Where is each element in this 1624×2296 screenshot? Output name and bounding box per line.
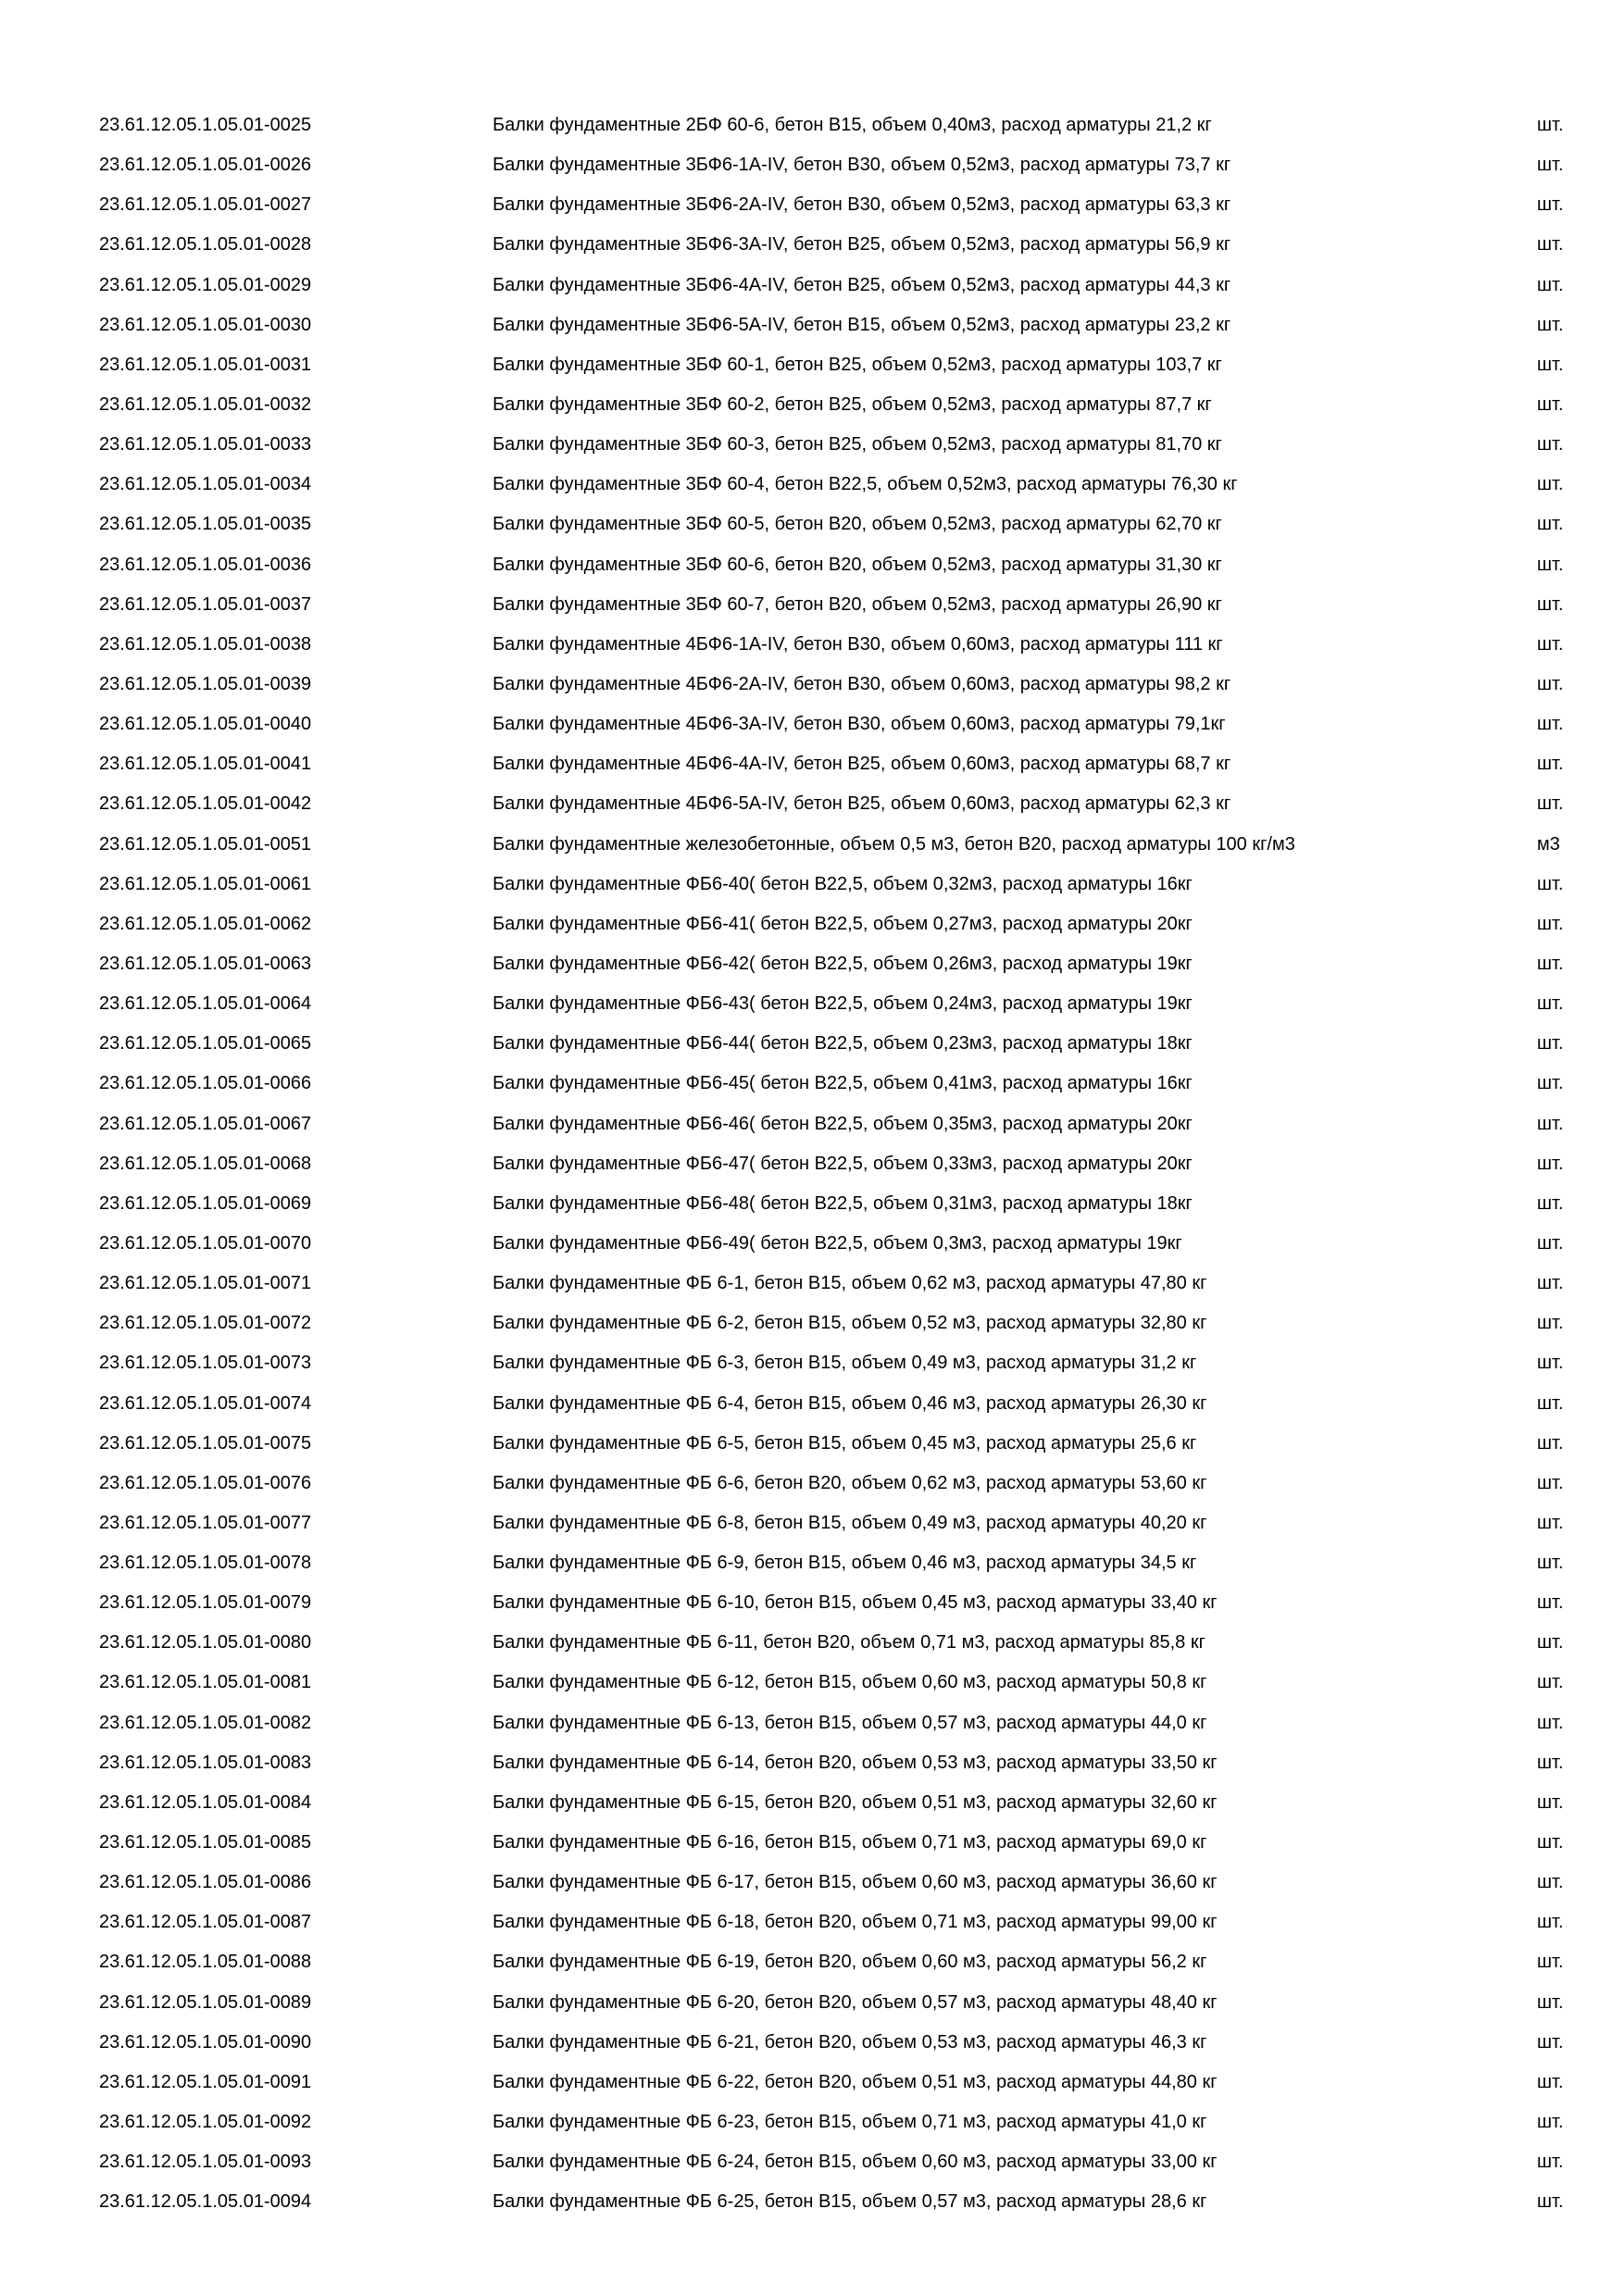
- table-row: [99, 1464, 1576, 1504]
- item-unit: шт.: [1537, 1153, 1564, 1174]
- item-code: 23.61.12.05.1.05.01-0029: [99, 274, 312, 295]
- item-unit: шт.: [1537, 1632, 1564, 1653]
- item-name: Балки фундаментные 2БФ 60-6, бетон В15, объем 0,40м3, расход арматуры 21,2 кг: [493, 115, 1212, 135]
- table-row: [99, 1983, 1576, 2023]
- table-row: [99, 1304, 1576, 1343]
- item-name: Балки фундаментные ФБ 6-13, бетон В15, объем 0,57 м3, расход арматуры 44,0 кг: [493, 1712, 1207, 1733]
- item-code: 23.61.12.05.1.05.01-0063: [99, 953, 312, 974]
- item-code: 23.61.12.05.1.05.01-0037: [99, 593, 312, 615]
- table-row: [99, 625, 1576, 665]
- item-name: Балки фундаментные ФБ 6-9, бетон В15, объем 0,46 м3, расход арматуры 34,5 кг: [493, 1553, 1197, 1574]
- table-row: [99, 1064, 1576, 1104]
- table-row: [99, 585, 1576, 625]
- item-unit: шт.: [1537, 1353, 1564, 1374]
- item-code: 23.61.12.05.1.05.01-0070: [99, 1232, 312, 1254]
- item-unit: шт.: [1537, 554, 1564, 575]
- item-name: Балки фундаментные ФБ 6-5, бетон В15, объем 0,45 м3, расход арматуры 25,6 кг: [493, 1432, 1197, 1454]
- item-unit: шт.: [1537, 1553, 1564, 1574]
- item-unit: шт.: [1537, 793, 1564, 815]
- item-unit: м3: [1537, 833, 1560, 855]
- item-code: 23.61.12.05.1.05.01-0078: [99, 1553, 312, 1574]
- item-unit: шт.: [1537, 194, 1564, 216]
- item-name: Балки фундаментные 3БФ 60-6, бетон В20, объем 0,52м3, расход арматуры 31,30 кг: [493, 554, 1222, 575]
- item-name: Балки фундаментные ФБ 6-21, бетон В20, объем 0,53 м3, расход арматуры 46,3 кг: [493, 2031, 1207, 2053]
- table-row: [99, 1823, 1576, 1863]
- item-name: Балки фундаментные ФБ 6-16, бетон В15, объем 0,71 м3, расход арматуры 69,0 кг: [493, 1832, 1207, 1853]
- item-code: 23.61.12.05.1.05.01-0042: [99, 793, 312, 815]
- item-code: 23.61.12.05.1.05.01-0086: [99, 1872, 312, 1893]
- item-name: Балки фундаментные 3БФ 60-2, бетон В25, объем 0,52м3, расход арматуры 87,7 кг: [493, 393, 1212, 415]
- item-code: 23.61.12.05.1.05.01-0032: [99, 393, 312, 415]
- item-code: 23.61.12.05.1.05.01-0075: [99, 1432, 312, 1454]
- table-row: [99, 665, 1576, 705]
- table-row: [99, 1783, 1576, 1823]
- item-name: Балки фундаментные ФБ6-43( бетон В22,5, объем 0,24м3, расход арматуры 19кг: [493, 993, 1193, 1015]
- item-unit: шт.: [1537, 1472, 1564, 1493]
- item-unit: шт.: [1537, 993, 1564, 1015]
- item-unit: шт.: [1537, 2071, 1564, 2092]
- item-unit: шт.: [1537, 1991, 1564, 2013]
- item-name: Балки фундаментные ФБ 6-22, бетон В20, объем 0,51 м3, расход арматуры 44,80 кг: [493, 2071, 1218, 2092]
- item-name: Балки фундаментные ФБ6-40( бетон В22,5, объем 0,32м3, расход арматуры 16кг: [493, 873, 1193, 894]
- table-row: [99, 106, 1576, 145]
- table-row: [99, 1623, 1576, 1663]
- item-unit: шт.: [1537, 155, 1564, 176]
- item-unit: шт.: [1537, 714, 1564, 735]
- item-code: 23.61.12.05.1.05.01-0064: [99, 993, 312, 1015]
- item-code: 23.61.12.05.1.05.01-0083: [99, 1752, 312, 1773]
- table-row: [99, 2103, 1576, 2142]
- item-name: Балки фундаментные 4БФ6-5А-IV, бетон В25, объем 0,60м3, расход арматуры 62,3 кг: [493, 793, 1231, 815]
- item-unit: шт.: [1537, 274, 1564, 295]
- item-unit: шт.: [1537, 234, 1564, 256]
- table-row: [99, 905, 1576, 944]
- table-row: [99, 1583, 1576, 1623]
- table-row: [99, 1663, 1576, 1703]
- price-table: [99, 106, 1576, 2222]
- item-name: Балки фундаментные ФБ6-45( бетон В22,5, объем 0,41м3, расход арматуры 16кг: [493, 1073, 1193, 1094]
- item-name: Балки фундаментные ФБ 6-15, бетон В20, объем 0,51 м3, расход арматуры 32,60 кг: [493, 1791, 1218, 1813]
- table-row: [99, 2063, 1576, 2103]
- table-row: [99, 1104, 1576, 1144]
- item-unit: шт.: [1537, 1273, 1564, 1294]
- item-code: 23.61.12.05.1.05.01-0051: [99, 833, 312, 855]
- item-name: Балки фундаментные 3БФ 60-7, бетон В20, объем 0,52м3, расход арматуры 26,90 кг: [493, 593, 1222, 615]
- item-code: 23.61.12.05.1.05.01-0068: [99, 1153, 312, 1174]
- item-unit: шт.: [1537, 1872, 1564, 1893]
- item-unit: шт.: [1537, 514, 1564, 535]
- table-row: [99, 1504, 1576, 1543]
- item-unit: шт.: [1537, 434, 1564, 455]
- item-code: 23.61.12.05.1.05.01-0085: [99, 1832, 312, 1853]
- item-unit: шт.: [1537, 2031, 1564, 2053]
- item-name: Балки фундаментные 4БФ6-2А-IV, бетон В30, объем 0,60м3, расход арматуры 98,2 кг: [493, 673, 1231, 694]
- item-name: Балки фундаментные ФБ 6-17, бетон В15, объем 0,60 м3, расход арматуры 36,60 кг: [493, 1872, 1218, 1893]
- item-name: Балки фундаментные ФБ 6-20, бетон В20, объем 0,57 м3, расход арматуры 48,40 кг: [493, 1991, 1218, 2013]
- item-name: Балки фундаментные ФБ 6-6, бетон В20, объем 0,62 м3, расход арматуры 53,60 кг: [493, 1472, 1207, 1493]
- table-row: [99, 185, 1576, 225]
- item-name: Балки фундаментные ФБ 6-18, бетон В20, объем 0,71 м3, расход арматуры 99,00 кг: [493, 1912, 1218, 1933]
- table-row: [99, 465, 1576, 505]
- table-row: [99, 2023, 1576, 2063]
- item-name: Балки фундаментные ФБ 6-24, бетон В15, объем 0,60 м3, расход арматуры 33,00 кг: [493, 2152, 1218, 2173]
- table-row: [99, 1343, 1576, 1383]
- table-row: [99, 1184, 1576, 1224]
- item-unit: шт.: [1537, 953, 1564, 974]
- item-name: Балки фундаментные ФБ6-49( бетон В22,5, объем 0,3м3, расход арматуры 19кг: [493, 1232, 1182, 1254]
- item-name: Балки фундаментные ФБ 6-12, бетон В15, объем 0,60 м3, расход арматуры 50,8 кг: [493, 1672, 1207, 1693]
- table-row: [99, 1942, 1576, 1982]
- item-unit: шт.: [1537, 314, 1564, 335]
- item-code: 23.61.12.05.1.05.01-0039: [99, 673, 312, 694]
- item-code: 23.61.12.05.1.05.01-0067: [99, 1113, 312, 1134]
- item-name: Балки фундаментные 3БФ 60-4, бетон В22,5, объем 0,52м3, расход арматуры 76,30 кг: [493, 474, 1238, 495]
- table-row: [99, 744, 1576, 784]
- item-code: 23.61.12.05.1.05.01-0034: [99, 474, 312, 495]
- item-unit: шт.: [1537, 1313, 1564, 1334]
- table-row: [99, 1424, 1576, 1464]
- item-name: Балки фундаментные ФБ 6-11, бетон В20, объем 0,71 м3, расход арматуры 85,8 кг: [493, 1632, 1206, 1653]
- item-unit: шт.: [1537, 673, 1564, 694]
- item-code: 23.61.12.05.1.05.01-0040: [99, 714, 312, 735]
- item-code: 23.61.12.05.1.05.01-0072: [99, 1313, 312, 1334]
- item-unit: шт.: [1537, 1832, 1564, 1853]
- item-name: Балки фундаментные ФБ 6-3, бетон В15, объем 0,49 м3, расход арматуры 31,2 кг: [493, 1353, 1197, 1374]
- item-unit: шт.: [1537, 393, 1564, 415]
- item-unit: шт.: [1537, 2152, 1564, 2173]
- item-unit: шт.: [1537, 1432, 1564, 1454]
- item-code: 23.61.12.05.1.05.01-0079: [99, 1592, 312, 1614]
- item-name: Балки фундаментные ФБ 6-23, бетон В15, объем 0,71 м3, расход арматуры 41,0 кг: [493, 2112, 1207, 2133]
- item-name: Балки фундаментные 4БФ6-3А-IV, бетон В30, объем 0,60м3, расход арматуры 79,1кг: [493, 714, 1226, 735]
- table-row: [99, 1264, 1576, 1304]
- table-row: [99, 1024, 1576, 1064]
- table-row: [99, 984, 1576, 1024]
- item-name: Балки фундаментные ФБ 6-14, бетон В20, объем 0,53 м3, расход арматуры 33,50 кг: [493, 1752, 1218, 1773]
- item-code: 23.61.12.05.1.05.01-0094: [99, 2191, 312, 2213]
- table-row: [99, 1224, 1576, 1264]
- table-row: [99, 944, 1576, 984]
- item-name: Балки фундаментные железобетонные, объем 0,5 м3, бетон В20, расход арматуры 100 кг/м3: [493, 833, 1295, 855]
- item-code: 23.61.12.05.1.05.01-0074: [99, 1392, 312, 1414]
- item-code: 23.61.12.05.1.05.01-0031: [99, 354, 312, 375]
- item-unit: шт.: [1537, 1113, 1564, 1134]
- table-row: [99, 145, 1576, 185]
- table-row: [99, 385, 1576, 425]
- item-unit: шт.: [1537, 1232, 1564, 1254]
- item-unit: шт.: [1537, 115, 1564, 135]
- item-unit: шт.: [1537, 1712, 1564, 1733]
- item-name: Балки фундаментные ФБ 6-19, бетон В20, объем 0,60 м3, расход арматуры 56,2 кг: [493, 1952, 1207, 1973]
- item-name: Балки фундаментные ФБ 6-10, бетон В15, объем 0,45 м3, расход арматуры 33,40 кг: [493, 1592, 1218, 1614]
- item-unit: шт.: [1537, 2191, 1564, 2213]
- item-name: Балки фундаментные 4БФ6-1А-IV, бетон В30, объем 0,60м3, расход арматуры 111 кг: [493, 633, 1223, 655]
- table-row: [99, 2182, 1576, 2222]
- item-code: 23.61.12.05.1.05.01-0082: [99, 1712, 312, 1733]
- item-name: Балки фундаментные ФБ 6-1, бетон В15, объем 0,62 м3, расход арматуры 47,80 кг: [493, 1273, 1207, 1294]
- item-unit: шт.: [1537, 1073, 1564, 1094]
- table-row: [99, 545, 1576, 585]
- item-unit: шт.: [1537, 354, 1564, 375]
- item-unit: шт.: [1537, 1912, 1564, 1933]
- item-unit: шт.: [1537, 2112, 1564, 2133]
- item-code: 23.61.12.05.1.05.01-0090: [99, 2031, 312, 2053]
- item-name: Балки фундаментные 4БФ6-4А-IV, бетон В25, объем 0,60м3, расход арматуры 68,7 кг: [493, 754, 1231, 775]
- item-code: 23.61.12.05.1.05.01-0081: [99, 1672, 312, 1693]
- item-unit: шт.: [1537, 1512, 1564, 1533]
- item-unit: шт.: [1537, 593, 1564, 615]
- item-unit: шт.: [1537, 1592, 1564, 1614]
- item-code: 23.61.12.05.1.05.01-0076: [99, 1472, 312, 1493]
- table-row: [99, 2142, 1576, 2182]
- table-row: [99, 705, 1576, 744]
- table-row: [99, 825, 1576, 865]
- item-name: Балки фундаментные ФБ6-48( бетон В22,5, объем 0,31м3, расход арматуры 18кг: [493, 1192, 1193, 1214]
- table-row: [99, 1903, 1576, 1942]
- table-row: [99, 225, 1576, 265]
- item-code: 23.61.12.05.1.05.01-0033: [99, 434, 312, 455]
- item-code: 23.61.12.05.1.05.01-0069: [99, 1192, 312, 1214]
- item-code: 23.61.12.05.1.05.01-0028: [99, 234, 312, 256]
- table-row: [99, 784, 1576, 824]
- item-name: Балки фундаментные 3БФ6-1А-IV, бетон В30, объем 0,52м3, расход арматуры 73,7 кг: [493, 155, 1231, 176]
- item-code: 23.61.12.05.1.05.01-0041: [99, 754, 312, 775]
- table-row: [99, 1703, 1576, 1743]
- item-code: 23.61.12.05.1.05.01-0091: [99, 2071, 312, 2092]
- item-name: Балки фундаментные 3БФ6-4А-IV, бетон В25, объем 0,52м3, расход арматуры 44,3 кг: [493, 274, 1231, 295]
- item-code: 23.61.12.05.1.05.01-0066: [99, 1073, 312, 1094]
- item-code: 23.61.12.05.1.05.01-0030: [99, 314, 312, 335]
- item-unit: шт.: [1537, 1952, 1564, 1973]
- table-row: [99, 345, 1576, 385]
- item-code: 23.61.12.05.1.05.01-0080: [99, 1632, 312, 1653]
- item-name: Балки фундаментные ФБ6-47( бетон В22,5, объем 0,33м3, расход арматуры 20кг: [493, 1153, 1193, 1174]
- item-name: Балки фундаментные 3БФ6-5А-IV, бетон В15, объем 0,52м3, расход арматуры 23,2 кг: [493, 314, 1231, 335]
- item-unit: шт.: [1537, 474, 1564, 495]
- item-code: 23.61.12.05.1.05.01-0062: [99, 913, 312, 934]
- item-code: 23.61.12.05.1.05.01-0027: [99, 194, 312, 216]
- item-name: Балки фундаментные ФБ 6-4, бетон В15, объем 0,46 м3, расход арматуры 26,30 кг: [493, 1392, 1207, 1414]
- item-code: 23.61.12.05.1.05.01-0087: [99, 1912, 312, 1933]
- item-unit: шт.: [1537, 633, 1564, 655]
- item-unit: шт.: [1537, 1033, 1564, 1054]
- item-name: Балки фундаментные ФБ 6-25, бетон В15, объем 0,57 м3, расход арматуры 28,6 кг: [493, 2191, 1207, 2213]
- item-code: 23.61.12.05.1.05.01-0026: [99, 155, 312, 176]
- item-name: Балки фундаментные ФБ6-46( бетон В22,5, объем 0,35м3, расход арматуры 20кг: [493, 1113, 1193, 1134]
- item-name: Балки фундаментные ФБ6-41( бетон В22,5, объем 0,27м3, расход арматуры 20кг: [493, 913, 1193, 934]
- item-code: 23.61.12.05.1.05.01-0061: [99, 873, 312, 894]
- table-row: [99, 306, 1576, 345]
- item-code: 23.61.12.05.1.05.01-0093: [99, 2152, 312, 2173]
- item-code: 23.61.12.05.1.05.01-0035: [99, 514, 312, 535]
- table-row: [99, 1863, 1576, 1903]
- item-name: Балки фундаментные 3БФ6-2А-IV, бетон В30, объем 0,52м3, расход арматуры 63,3 кг: [493, 194, 1231, 216]
- item-name: Балки фундаментные ФБ6-42( бетон В22,5, объем 0,26м3, расход арматуры 19кг: [493, 953, 1193, 974]
- item-unit: шт.: [1537, 1192, 1564, 1214]
- table-row: [99, 505, 1576, 544]
- item-name: Балки фундаментные 3БФ 60-1, бетон В25, объем 0,52м3, расход арматуры 103,7 кг: [493, 354, 1222, 375]
- item-unit: шт.: [1537, 913, 1564, 934]
- item-code: 23.61.12.05.1.05.01-0092: [99, 2112, 312, 2133]
- item-code: 23.61.12.05.1.05.01-0025: [99, 115, 312, 135]
- item-unit: шт.: [1537, 1791, 1564, 1813]
- item-code: 23.61.12.05.1.05.01-0073: [99, 1353, 312, 1374]
- table-row: [99, 1384, 1576, 1424]
- table-row: [99, 1144, 1576, 1184]
- item-code: 23.61.12.05.1.05.01-0036: [99, 554, 312, 575]
- item-code: 23.61.12.05.1.05.01-0089: [99, 1991, 312, 2013]
- item-name: Балки фундаментные ФБ 6-2, бетон В15, объем 0,52 м3, расход арматуры 32,80 кг: [493, 1313, 1207, 1334]
- item-name: Балки фундаментные ФБ 6-8, бетон В15, объем 0,49 м3, расход арматуры 40,20 кг: [493, 1512, 1207, 1533]
- item-code: 23.61.12.05.1.05.01-0065: [99, 1033, 312, 1054]
- item-unit: шт.: [1537, 873, 1564, 894]
- item-name: Балки фундаментные ФБ6-44( бетон В22,5, объем 0,23м3, расход арматуры 18кг: [493, 1033, 1193, 1054]
- item-code: 23.61.12.05.1.05.01-0084: [99, 1791, 312, 1813]
- item-unit: шт.: [1537, 1392, 1564, 1414]
- item-name: Балки фундаментные 3БФ6-3А-IV, бетон В25, объем 0,52м3, расход арматуры 56,9 кг: [493, 234, 1231, 256]
- item-code: 23.61.12.05.1.05.01-0038: [99, 633, 312, 655]
- table-row: [99, 865, 1576, 905]
- item-name: Балки фундаментные 3БФ 60-5, бетон В20, объем 0,52м3, расход арматуры 62,70 кг: [493, 514, 1222, 535]
- item-code: 23.61.12.05.1.05.01-0088: [99, 1952, 312, 1973]
- table-row: [99, 1543, 1576, 1583]
- item-code: 23.61.12.05.1.05.01-0071: [99, 1273, 312, 1294]
- table-row: [99, 425, 1576, 465]
- table-row: [99, 266, 1576, 306]
- item-unit: шт.: [1537, 1672, 1564, 1693]
- table-row: [99, 1743, 1576, 1783]
- item-code: 23.61.12.05.1.05.01-0077: [99, 1512, 312, 1533]
- item-unit: шт.: [1537, 1752, 1564, 1773]
- item-unit: шт.: [1537, 754, 1564, 775]
- item-name: Балки фундаментные 3БФ 60-3, бетон В25, объем 0,52м3, расход арматуры 81,70 кг: [493, 434, 1222, 455]
